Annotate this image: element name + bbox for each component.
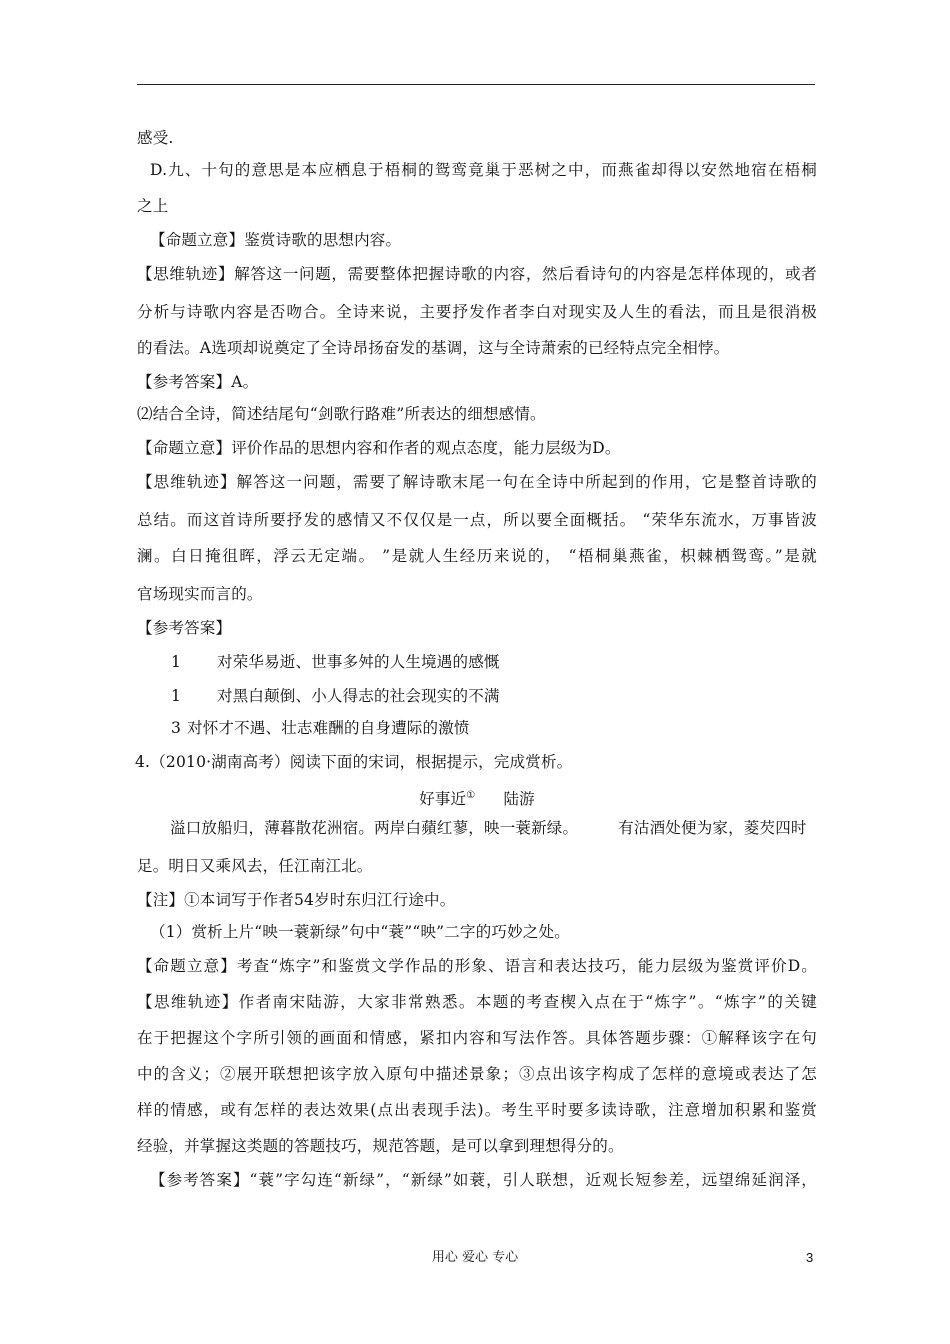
answer-text: 对荣华易逝、世事多舛的人生境遇的感慨 — [217, 653, 500, 671]
text-line: 【注】①本词写于作者54岁时东归江行途中。 — [137, 891, 456, 909]
answer-text: 对黑白颠倒、小人得志的社会现实的不满 — [217, 687, 500, 705]
answer-number: 1 — [171, 687, 182, 705]
poem-note-mark: ① — [466, 790, 476, 801]
poem-author: 陆游 — [503, 790, 535, 809]
answer-item — [171, 686, 817, 706]
page-number: 3 — [806, 1250, 814, 1265]
text-line: 【参考答案】 — [137, 619, 232, 637]
text-line: 【思维轨迹】解答这一问题，需要整体把握诗歌的内容，然后看诗句的内容是怎样体现的，或者 — [137, 265, 817, 283]
text-line: D.九、十句的意思是本应栖息于梧桐的鸳鸾竟巢于恶树之中，而燕雀却得以安然地宿在梧桐 — [150, 161, 817, 179]
text-line: 样的情感，或有怎样的表达效果(点出表现手法)。考生平时要多读诗歌，注意增加积累和鉴赏 — [137, 1101, 817, 1119]
text-line: 【参考答案】“蓑”字勾连“新绿”，“新绿”如蓑，引人联想，近观长短参差，远望绵延润泽， — [150, 1171, 817, 1189]
text-line: 在于把握这个字所引领的画面和情感，紧扣内容和写法作答。具体答题步骤：①解释该字在句 — [137, 1029, 817, 1047]
text-line: 【思维轨迹】解答这一问题，需要了解诗歌末尾一句在全诗中所起到的作用，它是整首诗歌的 — [137, 473, 817, 491]
text-line: 中的含义；②展开联想把该字放入原句中描述景象；③点出该字构成了怎样的意境或表达了怎 — [137, 1065, 817, 1083]
text-line: 官场现实而言的。 — [137, 585, 263, 603]
text-line: ⑵结合全诗，简述结尾句“剑歌行路难”所表达的细想感情。 — [137, 405, 546, 423]
text-line: 澜。白日掩徂晖，浮云无定端。 ”是就人生经历来说的， “梧桐巢燕雀，枳棘栖鸳鸾。”是就 — [137, 547, 817, 565]
answer-number: 3 — [171, 719, 182, 737]
text-line: 分析与诗歌内容是否吻合。全诗来说，主要抒发作者李白对现实及人生的看法，而且是很消极 — [137, 303, 817, 321]
text-line: 【命题立意】鉴赏诗歌的思想内容。 — [150, 231, 402, 249]
text-line: 总结。而这首诗所要抒发的感情又不仅仅是一点，所以要全面概括。 “荣华东流水，万事皆波 — [137, 511, 817, 529]
poem-line: 溢口放船归，薄暮散花洲宿。两岸白蘋红蓼，映一蓑新绿。 有沽酒处便为家，菱芡四时 — [170, 819, 807, 837]
text-line: 感受. — [137, 129, 174, 147]
poem-heading — [137, 786, 817, 809]
text-line: （1）赏析上片“映一蓑新绿”句中“蓑”“映”二字的巧妙之处。 — [150, 923, 570, 941]
header-rule — [137, 84, 815, 85]
answer-text: 对怀才不遇、壮志难酬的自身遭际的激愤 — [187, 719, 470, 737]
page-footer: 用心 爱心 专心 — [431, 1250, 519, 1265]
answer-item — [171, 652, 817, 672]
text-line: 经验，并掌握这类题的答题技巧，规范答题，是可以拿到理想得分的。 — [137, 1137, 624, 1155]
answer-number: 1 — [171, 653, 182, 671]
text-line: 的看法。A选项却说奠定了全诗昂扬奋发的基调，这与全诗萧索的已经特点完全相悖。 — [137, 339, 730, 357]
poem-line: 足。明日又乘风去，任江南江北。 — [137, 857, 373, 875]
text-line: 之上 — [137, 197, 169, 215]
text-line: 【参考答案】A。 — [137, 373, 259, 391]
text-line: 【命题立意】评价作品的思想内容和作者的观点态度，能力层级为D。 — [137, 439, 621, 457]
answer-item — [171, 718, 817, 738]
text-line: 【思维轨迹】作者南宋陆游，大家非常熟悉。本题的考查楔入点在于“炼字”。“炼字”的关键 — [137, 993, 817, 1011]
poem-title: 好事近 — [419, 790, 467, 809]
text-line: 【命题立意】考查“炼字”和鉴赏文学作品的形象、语言和表达技巧，能力层级为鉴赏评价D。 — [137, 957, 817, 975]
text-line: 4.（2010·湖南高考）阅读下面的宋词，根据提示，完成赏析。 — [135, 753, 573, 771]
